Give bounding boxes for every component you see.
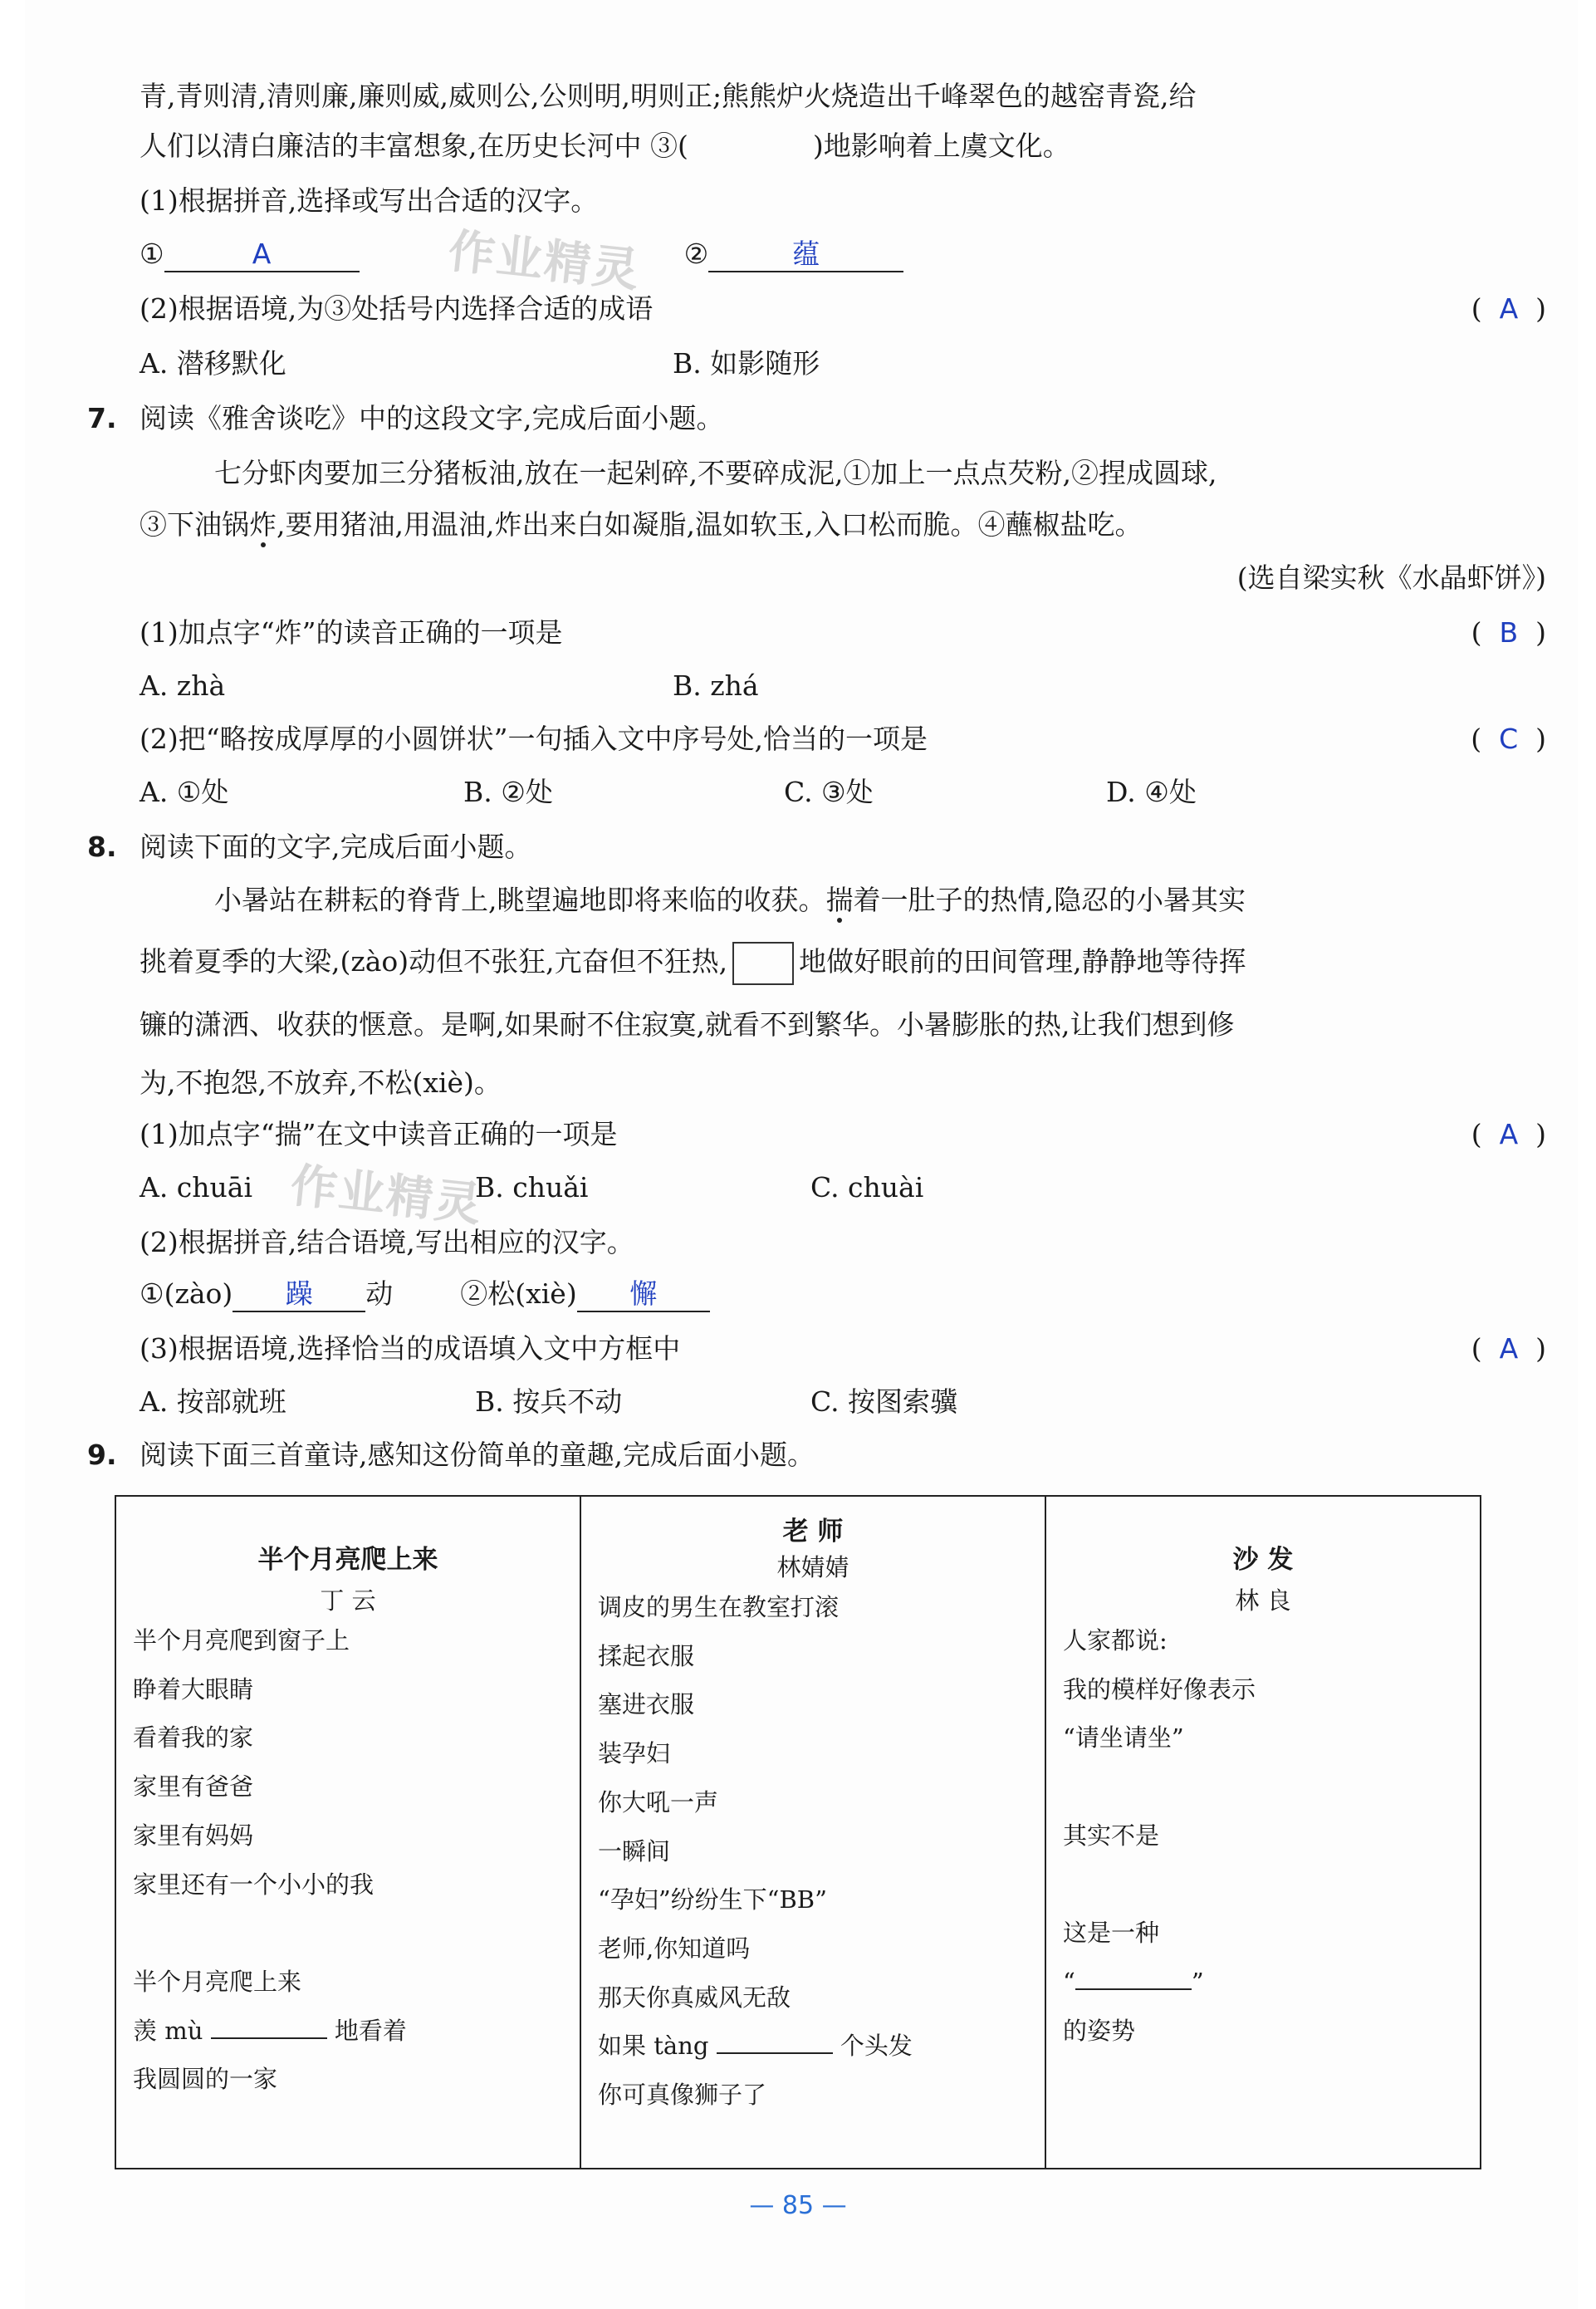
answer-blank[interactable] <box>1075 1963 1192 1990</box>
poem-title: 老 师 <box>782 1517 844 1547</box>
poem-line: 我圆圆的一家 <box>133 2065 278 2094</box>
answer-choice[interactable]: A <box>1499 292 1519 325</box>
answer-blank[interactable] <box>211 2012 327 2039</box>
q8-sub1: (1)加点字“揣”在文中读音正确的一项是 <box>140 1118 618 1150</box>
option-a: A. chuāi <box>140 1171 253 1204</box>
poem-line: 装孕妇 <box>598 1739 671 1768</box>
q-top-sub1: (1)根据拼音,选择或写出合适的汉字。 <box>140 184 599 217</box>
poem-line: 半个月亮爬到窗子上 <box>133 1626 350 1655</box>
answer-blank-1[interactable]: A <box>164 238 360 272</box>
question-8-stem: 阅读下面的文字,完成后面小题。 <box>140 831 532 863</box>
answer-choice[interactable]: A <box>1499 1118 1519 1150</box>
poem-line: 老师,你知道吗 <box>598 1934 751 1963</box>
poem-line <box>1063 1860 1463 1909</box>
option-a: A. ①处 <box>140 776 229 808</box>
emphasized-char: 揣 <box>825 884 854 916</box>
option-c: C. 按图索骥 <box>810 1385 958 1418</box>
option-a: A. zhà <box>140 669 226 702</box>
option-c: C. chuài <box>810 1171 924 1204</box>
poem-line: 其实不是 <box>1063 1821 1160 1850</box>
q8-sub2-answers: ①(zào) 躁 动 ②松(xiè) 懈 <box>140 1274 710 1314</box>
q7-passage-1: 七分虾肉要加三分猪板油,放在一起剁碎,不要碎成泥,①加上一点点芡粉,②捏成圆球, <box>214 457 1217 489</box>
answer-blank-xie[interactable]: 懈 <box>577 1277 710 1312</box>
poem-line: 睁着大眼睛 <box>133 1674 254 1704</box>
q7-sub1: (1)加点字“炸”的读音正确的一项是 <box>140 616 563 649</box>
poem-title: 半个月亮爬上来 <box>257 1545 438 1575</box>
q8-sub2: (2)根据拼音,结合语境,写出相应的汉字。 <box>140 1226 634 1258</box>
poem-line: 家里有妈妈 <box>133 1821 254 1850</box>
poem-author: 林婧婧 <box>776 1553 849 1581</box>
passage-line-1: 青,青则清,清则廉,廉则威,威则公,公则明,明则正;熊熊炉火烧造出千峰翠色的越窑青瓷,给 <box>140 80 1197 112</box>
q8-sub3-bracket: ( A ) <box>1471 1332 1546 1365</box>
poem-line: 家里还有一个小小的我 <box>133 1870 375 1899</box>
question-9-stem: 阅读下面三首童诗,感知这份简单的童趣,完成后面小题。 <box>140 1439 815 1471</box>
poem-line: “孕妇”纷纷生下“BB” <box>598 1885 827 1914</box>
q7-sub1-bracket: ( B ) <box>1471 616 1546 649</box>
q8-passage-1: 小暑站在耕耘的脊背上,眺望遍地即将来临的收获。揣着一肚子的热情,隐忍的小暑其实 <box>214 884 1246 916</box>
poem-line: “请坐请坐” <box>1063 1723 1184 1753</box>
poem-line: 你可真像狮子了 <box>598 2081 767 2110</box>
watermark-2: 作业精灵 <box>287 1159 486 1233</box>
poem-1 <box>116 1497 581 2168</box>
option-c: C. ③处 <box>784 776 874 808</box>
answer-blank-zao[interactable]: 躁 <box>233 1277 365 1312</box>
q8-sub3: (3)根据语境,选择恰当的成语填入文中方框中 <box>140 1332 681 1365</box>
option-d: D. ④处 <box>1106 776 1197 808</box>
poem-3 <box>1046 1497 1480 2168</box>
poem-line: 那天你真威风无敌 <box>598 1983 791 2012</box>
poem-line: 的姿势 <box>1063 2016 1136 2045</box>
option-a: A. 按部就班 <box>140 1385 286 1418</box>
q-top-sub2-bracket: ( A ) <box>1471 292 1546 325</box>
poem-line-blank: 羡 mù 地看着 <box>133 2007 563 2056</box>
question-8-number: 8. <box>87 831 117 863</box>
q8-passage-2: 挑着夏季的大梁,(zào)动但不张狂,亢奋但不狂热, 地做好眼前的田间管理,静静地等待挥 <box>140 942 1246 985</box>
poems-table <box>115 1495 1481 2169</box>
q8-passage-4: 为,不抱怨,不放弃,不松(xiè)。 <box>140 1066 502 1099</box>
answer-blank[interactable] <box>717 2027 833 2054</box>
question-9-number: 9. <box>87 1439 117 1471</box>
poem-line: 揉起衣服 <box>598 1641 695 1670</box>
poem-line-blank: 如果 tàng 个头发 <box>598 2022 1028 2071</box>
q7-passage-2: ③下油锅炸,要用猪油,用温油,炸出来白如凝脂,温如软玉,入口松而脆。④蘸椒盐吃。 <box>140 508 1143 541</box>
poem-line: 塞进衣服 <box>598 1690 695 1719</box>
option-b: B. 如影随形 <box>673 347 820 380</box>
q7-source: (选自梁实秋《水晶虾饼》) <box>1236 561 1546 594</box>
poem-line: 家里有爸爸 <box>133 1772 254 1802</box>
poem-line <box>1063 1762 1463 1811</box>
q8-passage-3: 镰的潇洒、收获的惬意。是啊,如果耐不住寂寞,就看不到繁华。小暑膨胀的热,让我们想到修 <box>140 1008 1235 1041</box>
page-number: — 85 — <box>749 2191 847 2220</box>
q-top-sub1-answers: ① A ② 蕴 <box>140 234 903 274</box>
q-top-sub2: (2)根据语境,为③处括号内选择合适的成语 <box>140 292 654 325</box>
poem-line: 调皮的男生在教室打滚 <box>598 1593 840 1621</box>
emphasized-char: 炸 <box>249 508 277 541</box>
poem-line: 人家都说: <box>1063 1626 1168 1655</box>
poem-line: 我的模样好像表示 <box>1063 1674 1256 1704</box>
poem-line: 一瞬间 <box>598 1836 671 1865</box>
q7-sub2: (2)把“略按成厚厚的小圆饼状”一句插入文中序号处,恰当的一项是 <box>140 723 928 755</box>
q8-sub1-bracket: ( A ) <box>1471 1118 1546 1150</box>
poem-author: 丁 云 <box>320 1586 376 1615</box>
answer-choice[interactable]: A <box>1499 1332 1519 1365</box>
option-b: B. chuǎi <box>475 1171 589 1204</box>
poem-line <box>133 1909 563 1958</box>
watermark-1: 作业精灵 <box>445 224 644 298</box>
answer-blank-2[interactable]: 蕴 <box>708 238 903 272</box>
passage-line-2: 人们以清白廉洁的丰富想象,在历史长河中 ③( )地影响着上虞文化。 <box>140 130 1070 162</box>
poem-line: 看着我的家 <box>133 1723 254 1753</box>
answer-choice[interactable]: B <box>1499 616 1519 649</box>
option-b: B. ②处 <box>463 776 553 808</box>
option-a: A. 潜移默化 <box>140 347 286 380</box>
poem-title: 沙 发 <box>1232 1545 1294 1575</box>
fill-in-box[interactable] <box>732 942 794 985</box>
poem-line-blank: “ ” <box>1063 1958 1463 2007</box>
poem-2 <box>581 1497 1046 2168</box>
answer-choice[interactable]: C <box>1499 723 1519 755</box>
poem-line: 这是一种 <box>1063 1919 1160 1948</box>
option-b: B. zhá <box>673 669 759 702</box>
option-b: B. 按兵不动 <box>475 1385 623 1418</box>
poem-line: 半个月亮爬上来 <box>133 1967 302 1996</box>
poem-author: 林 良 <box>1235 1586 1291 1615</box>
poem-line: 你大吼一声 <box>598 1787 719 1816</box>
q7-sub2-bracket: ( C ) <box>1471 723 1546 755</box>
question-7-number: 7. <box>87 402 117 434</box>
question-7-stem: 阅读《雅舍谈吃》中的这段文字,完成后面小题。 <box>140 402 724 434</box>
